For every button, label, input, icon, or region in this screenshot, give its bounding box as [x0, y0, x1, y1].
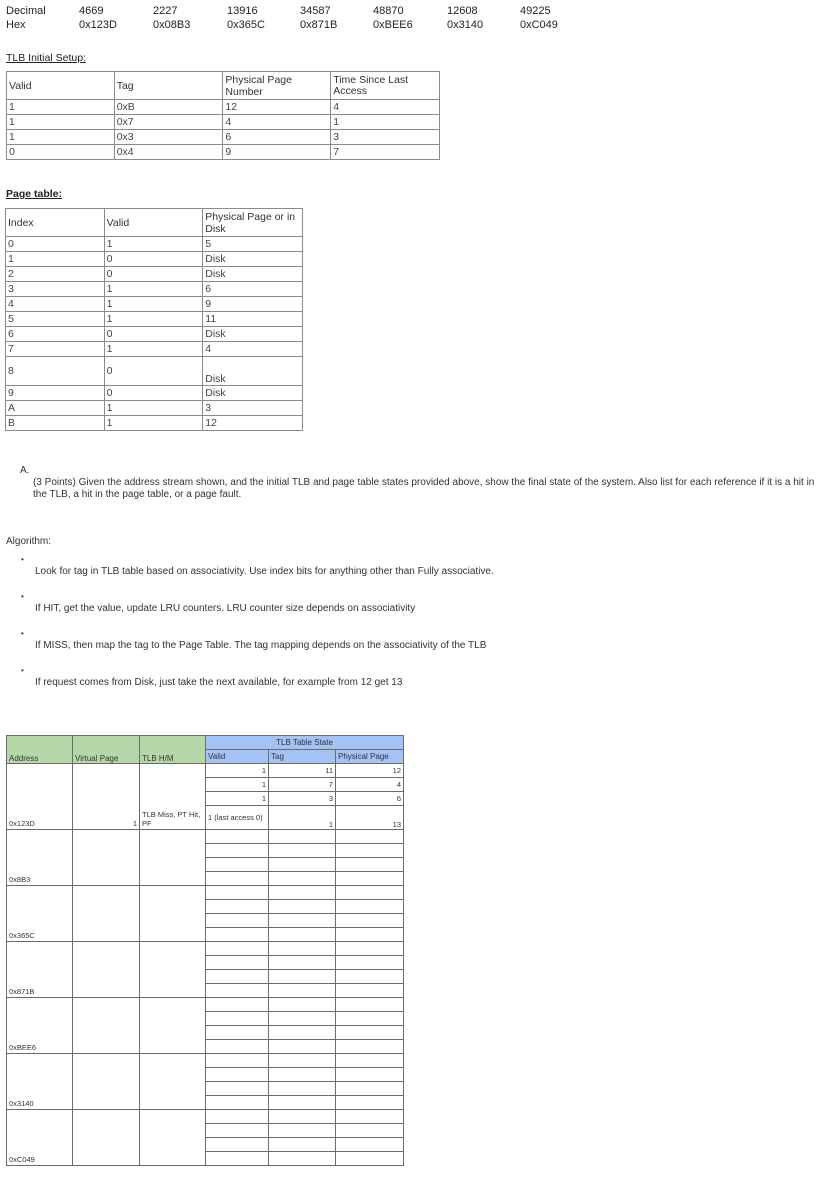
table-row [7, 830, 404, 844]
valid-cell[interactable] [206, 844, 269, 858]
bullet-icon: • [21, 592, 24, 601]
decimal-value: 4669 [79, 5, 104, 17]
page-table-cell: 1 [104, 401, 203, 416]
tlb-hm-cell[interactable] [140, 886, 206, 942]
tlb-cell: 0x7 [114, 115, 223, 130]
virtual-page-cell[interactable] [73, 1110, 140, 1166]
tag-cell: 7 [269, 778, 336, 792]
hex-value: 0x871B [300, 19, 338, 31]
page-table-cell: Disk [203, 267, 303, 282]
valid-cell: 1 [206, 764, 269, 778]
decimal-value: 34587 [300, 5, 331, 17]
header-physical-page: Physical Page [336, 750, 404, 764]
valid-cell[interactable] [206, 1082, 269, 1096]
tag-cell: 11 [269, 764, 336, 778]
ppage-cell[interactable] [336, 956, 404, 970]
page-table-cell: 11 [203, 312, 303, 327]
valid-cell[interactable] [206, 1096, 269, 1110]
ppage-cell[interactable] [336, 1054, 404, 1068]
tag-cell[interactable] [269, 886, 336, 900]
decimal-value: 48870 [373, 5, 404, 17]
address-cell: 0xBEE6 [7, 998, 73, 1054]
page-table-cell: 9 [203, 297, 303, 312]
ppage-cell[interactable] [336, 998, 404, 1012]
page-table-row [6, 416, 303, 431]
valid-cell[interactable] [206, 1068, 269, 1082]
tlb-cell: 4 [331, 100, 440, 115]
algorithm-title: Algorithm: [6, 536, 52, 547]
table-row [7, 942, 404, 956]
tlb-cell: 0xB [114, 100, 223, 115]
ppage-cell[interactable] [336, 830, 404, 844]
virtual-page-cell[interactable] [73, 1054, 140, 1110]
ppage-cell[interactable] [336, 1026, 404, 1040]
tag-cell[interactable] [269, 1110, 336, 1124]
page-table-row [6, 342, 303, 357]
valid-cell: 1 (last access 0) [206, 806, 269, 830]
ppage-cell[interactable] [336, 844, 404, 858]
page-table-cell: 0 [104, 386, 203, 401]
tlb-hm-cell[interactable] [140, 1054, 206, 1110]
tlb-setup-table [6, 71, 440, 160]
hex-value: 0x08B3 [153, 19, 191, 31]
ppage-cell[interactable] [336, 900, 404, 914]
tag-cell[interactable] [269, 998, 336, 1012]
ppage-cell[interactable] [336, 914, 404, 928]
ppage-cell[interactable] [336, 1138, 404, 1152]
valid-cell[interactable] [206, 1138, 269, 1152]
valid-cell: 1 [206, 778, 269, 792]
ppage-cell: 13 [336, 806, 404, 830]
tlb-cell: 0 [7, 145, 115, 160]
valid-cell[interactable] [206, 1152, 269, 1166]
tag-cell[interactable] [269, 1152, 336, 1166]
pt-header-index: Index [6, 209, 105, 237]
tlb-cell: 7 [331, 145, 440, 160]
page-table-row [6, 401, 303, 416]
tlb-header-tag: Tag [114, 72, 223, 100]
page-table-row [6, 312, 303, 327]
header-virtual-page: Virtual Page [73, 736, 140, 764]
tag-cell[interactable] [269, 830, 336, 844]
tag-cell[interactable] [269, 1054, 336, 1068]
bullet-icon: • [21, 555, 24, 564]
tag-cell[interactable] [269, 956, 336, 970]
decimal-value: 13916 [227, 5, 258, 17]
valid-cell[interactable] [206, 928, 269, 942]
valid-cell[interactable] [206, 1110, 269, 1124]
algorithm-step: If MISS, then map the tag to the Page Table. The tag mapping depends on the associativity of the TLB [35, 640, 487, 651]
virtual-page-cell: 1 [73, 764, 140, 830]
page-table-cell: 9 [6, 386, 105, 401]
page-table-row [6, 267, 303, 282]
tag-cell[interactable] [269, 1124, 336, 1138]
valid-cell[interactable] [206, 886, 269, 900]
table-row [7, 886, 404, 900]
address-cell: 0x123D [7, 764, 73, 830]
ppage-cell[interactable] [336, 1012, 404, 1026]
page-table-row [6, 252, 303, 267]
algorithm-step: If HIT, get the value, update LRU counters. LRU counter size depends on associativity [35, 603, 416, 614]
tag-cell[interactable] [269, 1082, 336, 1096]
tag-cell[interactable] [269, 1026, 336, 1040]
valid-cell[interactable] [206, 1054, 269, 1068]
tag-cell[interactable] [269, 1012, 336, 1026]
page-table-row [6, 282, 303, 297]
valid-cell[interactable] [206, 872, 269, 886]
page-table-cell: Disk [203, 327, 303, 342]
tag-cell[interactable] [269, 858, 336, 872]
ppage-cell[interactable] [336, 1110, 404, 1124]
ppage-cell[interactable] [336, 1068, 404, 1082]
page-table-cell: 6 [6, 327, 105, 342]
address-cell: 0x365C [7, 886, 73, 942]
tlb-cell: 9 [223, 145, 331, 160]
valid-cell[interactable] [206, 830, 269, 844]
table-row [7, 998, 404, 1012]
tlb-setup-title: TLB Initial Setup: [6, 52, 86, 64]
virtual-page-cell[interactable] [73, 886, 140, 942]
valid-cell[interactable] [206, 970, 269, 984]
header-tlb-state: TLB Table State [206, 736, 404, 750]
tag-cell[interactable] [269, 844, 336, 858]
tag-cell: 3 [269, 792, 336, 806]
pt-header-ppage: Physical Page or in Disk [203, 209, 303, 237]
page-table-row [6, 327, 303, 342]
page-table-cell: 1 [104, 297, 203, 312]
page-table-cell: 3 [203, 401, 303, 416]
table-row [7, 1110, 404, 1124]
tag-cell: 1 [269, 806, 336, 830]
valid-cell[interactable] [206, 1040, 269, 1054]
page-table-row [6, 357, 303, 386]
tlb-cell: 1 [7, 115, 115, 130]
page-table-cell: 3 [6, 282, 105, 297]
page-table-cell: 5 [203, 237, 303, 252]
question-letter: A. [20, 465, 30, 476]
tlb-row [7, 145, 440, 160]
hex-value: 0xBEE6 [373, 19, 413, 31]
tlb-cell: 0x3 [114, 130, 223, 145]
virtual-page-cell[interactable] [73, 830, 140, 886]
header-valid: Valid [206, 750, 269, 764]
valid-cell[interactable] [206, 956, 269, 970]
valid-cell[interactable] [206, 998, 269, 1012]
ppage-cell[interactable] [336, 984, 404, 998]
page-table-cell: 0 [104, 267, 203, 282]
tlb-hm-cell[interactable] [140, 998, 206, 1054]
tlb-cell: 1 [331, 115, 440, 130]
valid-cell[interactable] [206, 914, 269, 928]
address-cell: 0x8B3 [7, 830, 73, 886]
valid-cell[interactable] [206, 1026, 269, 1040]
tlb-header-time: Time Since Last Access [331, 72, 440, 100]
table-row [7, 1054, 404, 1068]
virtual-page-cell[interactable] [73, 942, 140, 998]
page-table-cell: 0 [6, 237, 105, 252]
address-cell: 0x3140 [7, 1054, 73, 1110]
tag-cell[interactable] [269, 1138, 336, 1152]
tag-cell[interactable] [269, 970, 336, 984]
header-tlb-hm: TLB H/M [140, 736, 206, 764]
tag-cell[interactable] [269, 1040, 336, 1054]
hex-value: 0x123D [79, 19, 117, 31]
valid-cell[interactable] [206, 984, 269, 998]
ppage-cell[interactable] [336, 886, 404, 900]
algorithm-step: If request comes from Disk, just take the next available, for example from 12 get 13 [35, 677, 403, 688]
decimal-value: 2227 [153, 5, 178, 17]
tlb-hm-cell[interactable] [140, 1110, 206, 1166]
page-table-cell: 0 [104, 327, 203, 342]
header-address: Address [7, 736, 73, 764]
page-table-row [6, 237, 303, 252]
tlb-header-ppn: Physical Page Number [223, 72, 331, 100]
ppage-cell[interactable] [336, 970, 404, 984]
tag-cell[interactable] [269, 1096, 336, 1110]
tlb-row [7, 115, 440, 130]
valid-cell[interactable] [206, 900, 269, 914]
tlb-cell: 4 [223, 115, 331, 130]
page-table-cell: 4 [6, 297, 105, 312]
hex-value: 0x365C [227, 19, 265, 31]
pt-header-valid: Valid [104, 209, 203, 237]
ppage-cell[interactable] [336, 1124, 404, 1138]
page-table-row [6, 297, 303, 312]
page-table-row [6, 386, 303, 401]
bullet-icon: • [21, 629, 24, 638]
valid-cell[interactable] [206, 1012, 269, 1026]
page-table-cell: Disk [203, 386, 303, 401]
page-table-cell: 2 [6, 267, 105, 282]
hex-label: Hex [6, 19, 26, 31]
decimal-value: 12608 [447, 5, 478, 17]
page-table-cell: 1 [104, 416, 203, 431]
decimal-value: 49225 [520, 5, 551, 17]
tlb-cell: 6 [223, 130, 331, 145]
ppage-cell: 4 [336, 778, 404, 792]
tag-cell[interactable] [269, 928, 336, 942]
page-table-cell: 1 [104, 342, 203, 357]
tlb-row [7, 130, 440, 145]
question-text: (3 Points) Given the address stream shown, and the initial TLB and page table states provided above, show the final state of the system. Also list for each reference if it is a hit in the TLB, a hit in the page table, or a page fault. [33, 477, 815, 500]
header-tag: Tag [269, 750, 336, 764]
ppage-cell[interactable] [336, 1082, 404, 1096]
valid-cell[interactable] [206, 1124, 269, 1138]
ppage-cell[interactable] [336, 928, 404, 942]
algorithm-step: Look for tag in TLB table based on associativity. Use index bits for anything other than Fully associative. [35, 566, 494, 577]
page-table-cell: Disk [203, 357, 303, 386]
tag-cell[interactable] [269, 1068, 336, 1082]
hex-value: 0xC049 [520, 19, 558, 31]
page-table-cell: 1 [6, 252, 105, 267]
page-table-cell: 4 [203, 342, 303, 357]
tlb-hm-cell: TLB Miss, PT Hit, PF [140, 764, 206, 830]
tlb-cell: 12 [223, 100, 331, 115]
ppage-cell[interactable] [336, 1152, 404, 1166]
tlb-cell: 3 [331, 130, 440, 145]
page-table-cell: 1 [104, 237, 203, 252]
page-table-cell: B [6, 416, 105, 431]
page-table-cell: 1 [104, 312, 203, 327]
tag-cell[interactable] [269, 872, 336, 886]
valid-cell: 1 [206, 792, 269, 806]
tlb-cell: 1 [7, 100, 115, 115]
ppage-cell[interactable] [336, 1096, 404, 1110]
page-table [5, 208, 303, 431]
page-table-cell: 12 [203, 416, 303, 431]
page-table-cell: 0 [104, 357, 203, 386]
bullet-icon: • [21, 666, 24, 675]
page-table-cell: A [6, 401, 105, 416]
ppage-cell: 6 [336, 792, 404, 806]
ppage-cell[interactable] [336, 942, 404, 956]
ppage-cell[interactable] [336, 872, 404, 886]
hex-value: 0x3140 [447, 19, 484, 31]
address-cell: 0x871B [7, 942, 73, 998]
page-table-cell: 8 [6, 357, 105, 386]
tag-cell[interactable] [269, 984, 336, 998]
tlb-cell: 0x4 [114, 145, 223, 160]
tag-cell[interactable] [269, 942, 336, 956]
page-table-cell: Disk [203, 252, 303, 267]
tag-cell[interactable] [269, 900, 336, 914]
answer-table [6, 735, 404, 1166]
tlb-hm-cell[interactable] [140, 942, 206, 998]
tlb-header-valid: Valid [7, 72, 115, 100]
tlb-cell: 1 [7, 130, 115, 145]
address-cell: 0xC049 [7, 1110, 73, 1166]
decimal-label: Decimal [6, 5, 46, 17]
ppage-cell: 12 [336, 764, 404, 778]
virtual-page-cell[interactable] [73, 998, 140, 1054]
page-table-cell: 0 [104, 252, 203, 267]
tlb-hm-cell[interactable] [140, 830, 206, 886]
page-table-cell: 1 [104, 282, 203, 297]
valid-cell[interactable] [206, 942, 269, 956]
ppage-cell[interactable] [336, 858, 404, 872]
tag-cell[interactable] [269, 914, 336, 928]
page-table-cell: 7 [6, 342, 105, 357]
valid-cell[interactable] [206, 858, 269, 872]
page-table-title: Page table: [6, 188, 63, 200]
page-table-cell: 6 [203, 282, 303, 297]
tlb-row [7, 100, 440, 115]
page-table-cell: 5 [6, 312, 105, 327]
ppage-cell[interactable] [336, 1040, 404, 1054]
